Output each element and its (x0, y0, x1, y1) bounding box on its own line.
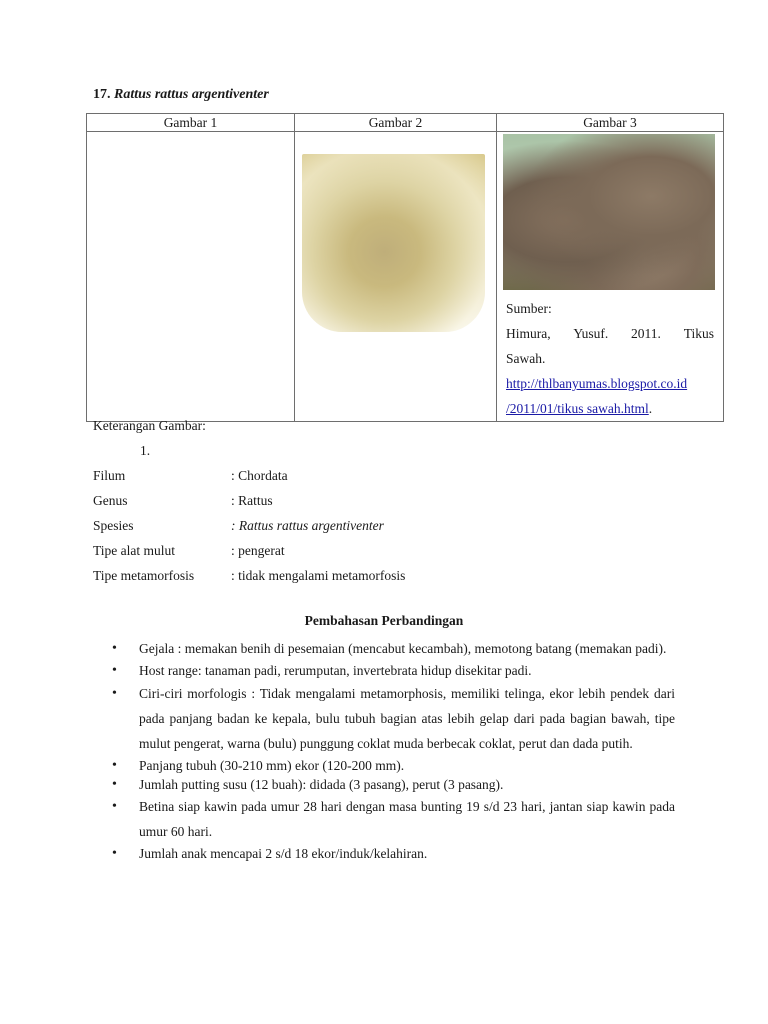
keterangan-number: 1. (140, 443, 151, 458)
image-table (86, 113, 724, 422)
list-item: • Betina siap kawin pada umur 28 hari dengan masa bunting 19 s/d 23 hari, jantan siap kawin pada umur 60 hari. (112, 794, 675, 844)
header-gambar-2: Gambar 2 (295, 114, 497, 132)
list-item: • Jumlah anak mencapai 2 s/d 18 ekor/induk/kelahiran. (112, 844, 675, 863)
list-item: • Ciri-ciri morfologis : Tidak mengalami metamorphosis, memiliki telinga, ekor lebih pendek dari pada panjang badan ke kepala, bulu tubuh bagian atas lebih gelap dari pada bagian bawah, tipe mulut pengerat, warna (bulu) punggung coklat muda berbecak coklat, perut dan dada putih. (112, 681, 675, 756)
source-citation: Sumber: Himura, Yusuf. 2011. Tikus Sawah. http://thlbanyumas.blogspot.co.id /2011/01/tikus sawah.html. (497, 290, 723, 421)
cell-gambar-3 (497, 132, 724, 422)
section-species: Rattus rattus argentiventer (114, 87, 269, 102)
section-title (93, 87, 269, 103)
taxonomy-row: Tipe alat mulut : pengerat (93, 543, 285, 558)
rats-in-cage-photo (503, 134, 715, 290)
taxonomy-row: Genus : Rattus (93, 493, 273, 508)
cell-gambar-1 (87, 132, 295, 422)
pembahasan-list (112, 636, 675, 863)
list-item: • Panjang tubuh (30-210 mm) ekor (120-200 mm). (112, 756, 675, 775)
list-item: • Gejala : memakan benih di pesemaian (mencabut kecambah), memotong batang (memakan padi). (112, 636, 675, 661)
list-item: • Host range: tanaman padi, rerumputan, invertebrata hidup disekitar padi. (112, 661, 675, 680)
pembahasan-heading: Pembahasan Perbandingan (304, 613, 464, 628)
source-author-line: Himura, Yusuf. 2011. Tikus (506, 326, 714, 341)
source-author-line-2: Sawah. (506, 351, 546, 366)
keterangan-section (93, 413, 405, 588)
source-link-part-1[interactable]: http://thlbanyumas.blogspot.co.id (506, 376, 688, 391)
keterangan-heading: Keterangan Gambar: (93, 418, 206, 433)
cell-gambar-2 (295, 132, 497, 422)
source-label: Sumber: (506, 301, 552, 316)
preserved-rat-photo (302, 154, 485, 332)
section-number: 17. (93, 87, 111, 102)
header-gambar-1: Gambar 1 (87, 114, 295, 132)
source-link-part-2[interactable]: /2011/01/tikus sawah.html (506, 401, 649, 416)
taxonomy-row: Tipe metamorfosis : tidak mengalami metamorfosis (93, 568, 406, 583)
list-item: • Jumlah putting susu (12 buah): didada (3 pasang), perut (3 pasang). (112, 775, 675, 794)
header-gambar-3: Gambar 3 (497, 114, 724, 132)
taxonomy-row: Filum : Chordata (93, 468, 288, 483)
taxonomy-row: Spesies : Rattus rattus argentiventer (93, 518, 384, 533)
